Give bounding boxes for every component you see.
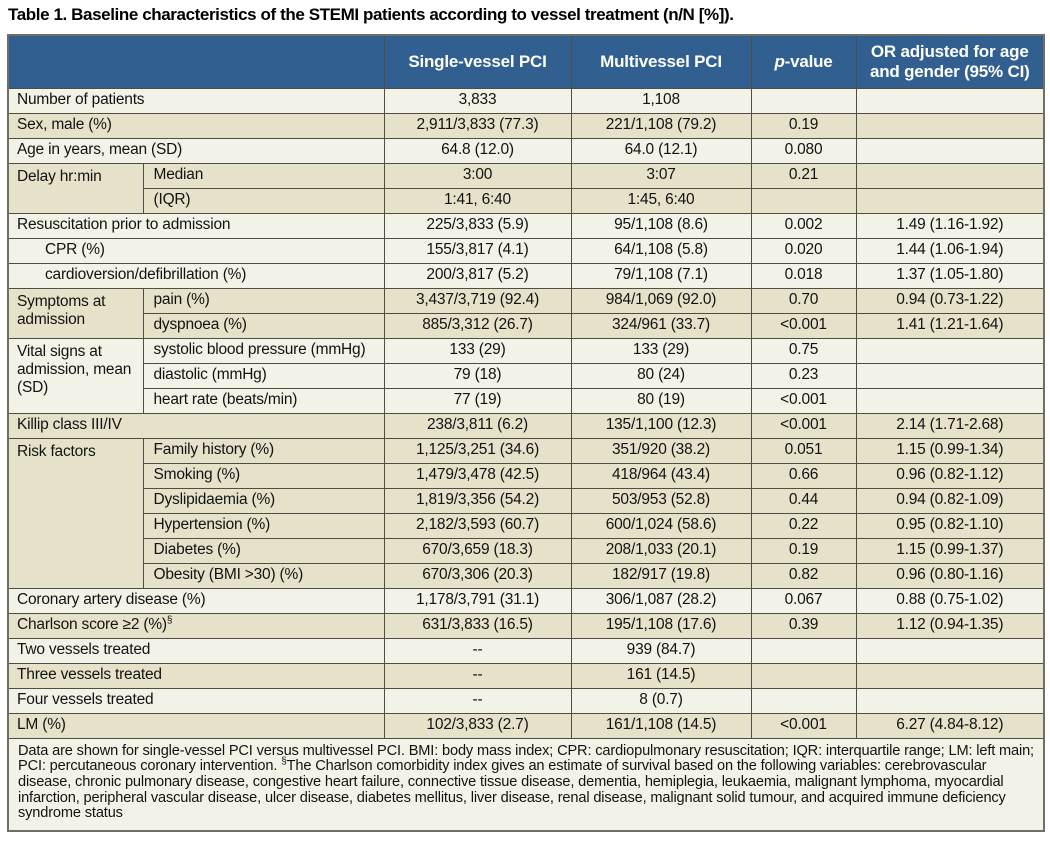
row-label: pain (%) bbox=[143, 288, 384, 313]
row-label: Median bbox=[143, 163, 384, 188]
header-multivessel-pci: Multivessel PCI bbox=[571, 35, 751, 88]
cell-or-adjusted: 0.94 (0.82-1.09) bbox=[856, 488, 1044, 513]
cell-p-value: 0.44 bbox=[751, 488, 856, 513]
cell-single-vessel: -- bbox=[384, 638, 571, 663]
row-group-label: Delay hr:min bbox=[8, 163, 143, 213]
table-row bbox=[8, 313, 1044, 338]
cell-single-vessel: 670/3,659 (18.3) bbox=[384, 538, 571, 563]
cell-p-value: 0.19 bbox=[751, 538, 856, 563]
cell-p-value: 0.080 bbox=[751, 138, 856, 163]
row-label: Hypertension (%) bbox=[143, 513, 384, 538]
cell-or-adjusted: 1.49 (1.16-1.92) bbox=[856, 213, 1044, 238]
table-row bbox=[8, 588, 1044, 613]
cell-multivessel: 221/1,108 (79.2) bbox=[571, 113, 751, 138]
cell-p-value: 0.21 bbox=[751, 163, 856, 188]
table-row bbox=[8, 438, 1044, 463]
cell-p-value: 0.018 bbox=[751, 263, 856, 288]
cell-single-vessel: 1,819/3,356 (54.2) bbox=[384, 488, 571, 513]
cell-p-value: <0.001 bbox=[751, 413, 856, 438]
row-label: Obesity (BMI >30) (%) bbox=[143, 563, 384, 588]
table-row bbox=[8, 338, 1044, 363]
cell-p-value: 0.19 bbox=[751, 113, 856, 138]
footnote-row bbox=[8, 738, 1044, 831]
cell-multivessel: 984/1,069 (92.0) bbox=[571, 288, 751, 313]
baseline-characteristics-table bbox=[7, 34, 1045, 832]
row-label: diastolic (mmHg) bbox=[143, 363, 384, 388]
cell-or-adjusted: 0.96 (0.80-1.16) bbox=[856, 563, 1044, 588]
cell-or-adjusted: 1.37 (1.05-1.80) bbox=[856, 263, 1044, 288]
header-row bbox=[8, 35, 1044, 88]
cell-or-adjusted: 0.88 (0.75-1.02) bbox=[856, 588, 1044, 613]
p-italic: p bbox=[774, 51, 785, 71]
table-row bbox=[8, 413, 1044, 438]
cell-single-vessel: 64.8 (12.0) bbox=[384, 138, 571, 163]
cell-or-adjusted bbox=[856, 663, 1044, 688]
p-rest: -value bbox=[784, 51, 833, 71]
cell-or-adjusted: 1.12 (0.94-1.35) bbox=[856, 613, 1044, 638]
table-row bbox=[8, 113, 1044, 138]
cell-p-value: <0.001 bbox=[751, 313, 856, 338]
table-row bbox=[8, 88, 1044, 113]
table-footer bbox=[8, 738, 1044, 831]
cell-multivessel: 80 (24) bbox=[571, 363, 751, 388]
cell-single-vessel: 200/3,817 (5.2) bbox=[384, 263, 571, 288]
cell-p-value: 0.002 bbox=[751, 213, 856, 238]
cell-p-value: 0.23 bbox=[751, 363, 856, 388]
cell-or-adjusted bbox=[856, 388, 1044, 413]
cell-multivessel: 306/1,087 (28.2) bbox=[571, 588, 751, 613]
row-label: systolic blood pressure (mmHg) bbox=[143, 338, 384, 363]
cell-single-vessel: 3:00 bbox=[384, 163, 571, 188]
table-row bbox=[8, 713, 1044, 738]
cell-or-adjusted: 2.14 (1.71-2.68) bbox=[856, 413, 1044, 438]
cell-or-adjusted bbox=[856, 188, 1044, 213]
table-row bbox=[8, 463, 1044, 488]
row-label: cardioversion/defibrillation (%) bbox=[8, 263, 384, 288]
cell-multivessel: 133 (29) bbox=[571, 338, 751, 363]
row-label: Sex, male (%) bbox=[8, 113, 384, 138]
cell-multivessel: 161/1,108 (14.5) bbox=[571, 713, 751, 738]
row-group-label: Symptoms at admission bbox=[8, 288, 143, 338]
header-or-adjusted: OR adjusted for age and gender (95% CI) bbox=[856, 35, 1044, 88]
table-row bbox=[8, 688, 1044, 713]
cell-or-adjusted: 0.95 (0.82-1.10) bbox=[856, 513, 1044, 538]
cell-or-adjusted bbox=[856, 688, 1044, 713]
cell-single-vessel: 3,437/3,719 (92.4) bbox=[384, 288, 571, 313]
row-label: Number of patients bbox=[8, 88, 384, 113]
cell-or-adjusted: 1.15 (0.99-1.34) bbox=[856, 438, 1044, 463]
table-row bbox=[8, 538, 1044, 563]
cell-multivessel: 324/961 (33.7) bbox=[571, 313, 751, 338]
cell-multivessel: 1:45, 6:40 bbox=[571, 188, 751, 213]
cell-or-adjusted: 0.94 (0.73-1.22) bbox=[856, 288, 1044, 313]
row-label: Smoking (%) bbox=[143, 463, 384, 488]
cell-p-value: 0.051 bbox=[751, 438, 856, 463]
table-row bbox=[8, 513, 1044, 538]
cell-or-adjusted: 0.96 (0.82-1.12) bbox=[856, 463, 1044, 488]
footnote-cell bbox=[8, 738, 1044, 831]
table-row bbox=[8, 563, 1044, 588]
row-group-label: Risk factors bbox=[8, 438, 143, 588]
cell-multivessel: 503/953 (52.8) bbox=[571, 488, 751, 513]
cell-single-vessel: 77 (19) bbox=[384, 388, 571, 413]
table-row bbox=[8, 613, 1044, 638]
cell-or-adjusted bbox=[856, 88, 1044, 113]
header-empty-cell bbox=[8, 35, 384, 88]
cell-multivessel: 351/920 (38.2) bbox=[571, 438, 751, 463]
cell-p-value: <0.001 bbox=[751, 713, 856, 738]
cell-multivessel: 135/1,100 (12.3) bbox=[571, 413, 751, 438]
cell-multivessel: 939 (84.7) bbox=[571, 638, 751, 663]
row-label: (IQR) bbox=[143, 188, 384, 213]
cell-p-value bbox=[751, 88, 856, 113]
cell-multivessel: 1,108 bbox=[571, 88, 751, 113]
footnote-text-1: Data are shown for single-vessel PCI versus multivessel PCI. BMI: body mass index; CPR: cardiopulmonary resuscitation; IQR: interquartile range; LM: left main; PCI: percutaneous coronary intervention. bbox=[18, 742, 1034, 775]
table-body bbox=[8, 88, 1044, 738]
table-header bbox=[8, 35, 1044, 88]
row-label: Coronary artery disease (%) bbox=[8, 588, 384, 613]
cell-single-vessel: 155/3,817 (4.1) bbox=[384, 238, 571, 263]
cell-multivessel: 8 (0.7) bbox=[571, 688, 751, 713]
cell-multivessel: 418/964 (43.4) bbox=[571, 463, 751, 488]
table-row bbox=[8, 288, 1044, 313]
row-label: Charlson score ≥2 (%)§ bbox=[8, 613, 384, 638]
cell-single-vessel: 1,125/3,251 (34.6) bbox=[384, 438, 571, 463]
cell-multivessel: 600/1,024 (58.6) bbox=[571, 513, 751, 538]
cell-multivessel: 64/1,108 (5.8) bbox=[571, 238, 751, 263]
row-label: Four vessels treated bbox=[8, 688, 384, 713]
row-label: LM (%) bbox=[8, 713, 384, 738]
cell-multivessel: 79/1,108 (7.1) bbox=[571, 263, 751, 288]
row-label: Family history (%) bbox=[143, 438, 384, 463]
cell-or-adjusted bbox=[856, 113, 1044, 138]
cell-p-value: 0.020 bbox=[751, 238, 856, 263]
cell-or-adjusted bbox=[856, 363, 1044, 388]
cell-p-value bbox=[751, 663, 856, 688]
cell-or-adjusted bbox=[856, 638, 1044, 663]
row-label: Dyslipidaemia (%) bbox=[143, 488, 384, 513]
cell-single-vessel: 225/3,833 (5.9) bbox=[384, 213, 571, 238]
cell-multivessel: 195/1,108 (17.6) bbox=[571, 613, 751, 638]
footnote-text-2: The Charlson comorbidity index gives an estimate of survival based on the following variables: cerebrovascular disease, chronic pulmonary disease, congestive heart failure, connective tissue disease, dementia, hemiplegia, leukaemia, malignant lymphoma, myocardial infarction, peripheral vascular disease, ulcer disease, diabetes mellitus, liver disease, renal disease, malignant solid tumour, and acquired immune deficiency syndrome status bbox=[18, 758, 1006, 822]
cell-multivessel: 3:07 bbox=[571, 163, 751, 188]
cell-multivessel: 95/1,108 (8.6) bbox=[571, 213, 751, 238]
table-title: Table 1. Baseline characteristics of the STEMI patients according to vessel treatment (n/N [%]). bbox=[8, 5, 734, 24]
cell-or-adjusted: 1.15 (0.99-1.37) bbox=[856, 538, 1044, 563]
cell-p-value: <0.001 bbox=[751, 388, 856, 413]
row-label: Diabetes (%) bbox=[143, 538, 384, 563]
footnote-section-mark: § bbox=[281, 756, 287, 768]
cell-p-value: 0.82 bbox=[751, 563, 856, 588]
cell-or-adjusted bbox=[856, 138, 1044, 163]
table-row bbox=[8, 638, 1044, 663]
table-row bbox=[8, 238, 1044, 263]
table-row bbox=[8, 138, 1044, 163]
cell-p-value: 0.66 bbox=[751, 463, 856, 488]
cell-p-value bbox=[751, 688, 856, 713]
row-label: Three vessels treated bbox=[8, 663, 384, 688]
row-label: Killip class III/IV bbox=[8, 413, 384, 438]
cell-p-value: 0.75 bbox=[751, 338, 856, 363]
cell-multivessel: 161 (14.5) bbox=[571, 663, 751, 688]
table-row bbox=[8, 363, 1044, 388]
cell-multivessel: 64.0 (12.1) bbox=[571, 138, 751, 163]
row-label: heart rate (beats/min) bbox=[143, 388, 384, 413]
cell-multivessel: 80 (19) bbox=[571, 388, 751, 413]
table-row bbox=[8, 663, 1044, 688]
cell-or-adjusted: 6.27 (4.84-8.12) bbox=[856, 713, 1044, 738]
header-single-vessel-pci: Single-vessel PCI bbox=[384, 35, 571, 88]
cell-or-adjusted bbox=[856, 338, 1044, 363]
cell-p-value: 0.067 bbox=[751, 588, 856, 613]
cell-single-vessel: 2,182/3,593 (60.7) bbox=[384, 513, 571, 538]
cell-or-adjusted bbox=[856, 163, 1044, 188]
row-label: Two vessels treated bbox=[8, 638, 384, 663]
row-label: dyspnoea (%) bbox=[143, 313, 384, 338]
cell-multivessel: 182/917 (19.8) bbox=[571, 563, 751, 588]
cell-single-vessel: 238/3,811 (6.2) bbox=[384, 413, 571, 438]
table-row bbox=[8, 188, 1044, 213]
cell-p-value bbox=[751, 638, 856, 663]
cell-single-vessel: 79 (18) bbox=[384, 363, 571, 388]
cell-single-vessel: 133 (29) bbox=[384, 338, 571, 363]
cell-or-adjusted: 1.41 (1.21-1.64) bbox=[856, 313, 1044, 338]
cell-single-vessel: 885/3,312 (26.7) bbox=[384, 313, 571, 338]
cell-or-adjusted: 1.44 (1.06-1.94) bbox=[856, 238, 1044, 263]
row-label: Age in years, mean (SD) bbox=[8, 138, 384, 163]
label-section-mark: § bbox=[166, 615, 173, 627]
cell-single-vessel: 1,479/3,478 (42.5) bbox=[384, 463, 571, 488]
row-group-label: Vital signs at admission, mean (SD) bbox=[8, 338, 143, 413]
cell-p-value: 0.22 bbox=[751, 513, 856, 538]
table-row bbox=[8, 213, 1044, 238]
table-row bbox=[8, 488, 1044, 513]
table-row bbox=[8, 163, 1044, 188]
table-row bbox=[8, 388, 1044, 413]
cell-single-vessel: 1,178/3,791 (31.1) bbox=[384, 588, 571, 613]
cell-single-vessel: 3,833 bbox=[384, 88, 571, 113]
cell-single-vessel: 670/3,306 (20.3) bbox=[384, 563, 571, 588]
cell-single-vessel: -- bbox=[384, 663, 571, 688]
row-label: Resuscitation prior to admission bbox=[8, 213, 384, 238]
cell-multivessel: 208/1,033 (20.1) bbox=[571, 538, 751, 563]
table-row bbox=[8, 263, 1044, 288]
cell-p-value: 0.39 bbox=[751, 613, 856, 638]
cell-single-vessel: 2,911/3,833 (77.3) bbox=[384, 113, 571, 138]
header-p-value bbox=[751, 35, 856, 88]
cell-single-vessel: 102/3,833 (2.7) bbox=[384, 713, 571, 738]
row-label: CPR (%) bbox=[8, 238, 384, 263]
cell-single-vessel: 1:41, 6:40 bbox=[384, 188, 571, 213]
cell-single-vessel: 631/3,833 (16.5) bbox=[384, 613, 571, 638]
cell-p-value: 0.70 bbox=[751, 288, 856, 313]
cell-p-value bbox=[751, 188, 856, 213]
cell-single-vessel: -- bbox=[384, 688, 571, 713]
